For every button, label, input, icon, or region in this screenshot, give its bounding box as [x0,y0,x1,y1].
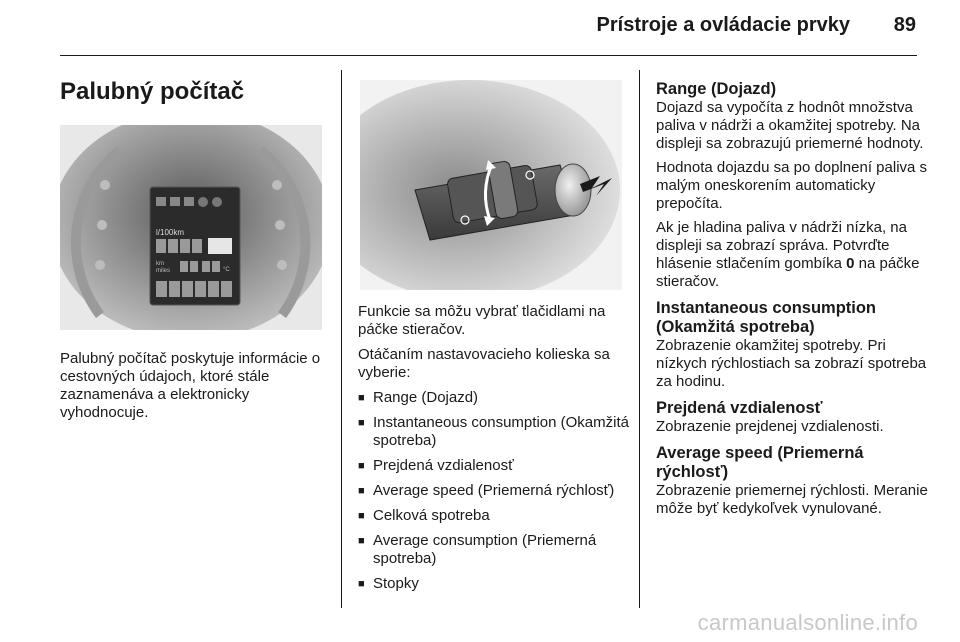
function-list [358,389,630,593]
display-unit-miles: miles [156,268,171,274]
functions-intro: Funkcie sa môžu vybrať tlačidlami na páčke stieračov. [358,303,606,338]
dashboard-display-illustration [60,125,322,330]
distance-heading: Prejdená vzdialenosť [656,399,823,417]
button-zero-label: 0 [846,255,855,272]
display-unit-km: km [156,261,164,267]
average-speed-paragraph: Zobrazenie priemernej rýchlosti. Meranie môže byť kedykoľvek vynulované. [656,482,928,517]
column-2-text [358,303,630,600]
display-temp-unit: °C [223,267,230,273]
instantaneous-heading: Instantaneous consumption (Okamžitá spotreba) [656,299,877,336]
column-3-text [656,80,928,524]
range-heading: Range (Dojazd) [656,80,777,98]
instantaneous-paragraph: Zobrazenie okamžitej spotreby. Pri nízkych rýchlostiach sa zobrazí spotreba za hodinu. [656,337,927,390]
section-title: Palubný počítač [60,78,245,105]
range-paragraph-2: Hodnota dojazdu sa po doplnení paliva s malým oneskorením automaticky prepočíta. [656,159,928,212]
list-item: ■ Average speed (Priemerná rýchlosť) [358,482,630,500]
wiper-lever-illustration [360,80,622,290]
list-item: ■ Instantaneous consumption (Okamžitá spotreba) [358,414,630,450]
range-paragraph-3: Ak je hladina paliva v nádrži nízka, na displeji sa zobrazí správa. Potvrďte hlásenie stlačením gombíka 0 na páčke stieračov. [656,219,920,290]
list-item: ■ Average consumption (Priemerná spotreba) [358,532,630,568]
average-speed-heading: Average speed (Priemerná rýchlosť) [656,444,864,481]
list-item: ■ Range (Dojazd) [358,389,630,407]
list-item: ■ Prejdená vzdialenosť [358,457,630,475]
intro-paragraph: Palubný počítač poskytuje informácie o cestovných údajoch, ktoré stále zaznamenáva a elektronicky vyhodnocuje. [60,350,321,421]
selection-intro: Otáčaním nastavovacieho kolieska sa vyberie: [358,346,610,381]
running-header-title: Prístroje a ovládacie prvky [596,14,850,36]
page-number: 89 [893,14,916,36]
display-unit-label: l/100km [156,228,185,237]
range-paragraph-1: Dojazd sa vypočíta z hodnôt množstva paliva v nádrži a okamžitej spotreby. Na displeji sa zobrazujú priemerné hodnoty. [656,99,924,152]
column-1-text [60,350,332,429]
list-item: ■ Stopky [358,575,630,593]
column-divider-2 [639,70,640,608]
distance-paragraph: Zobrazenie prejdenej vzdialenosti. [656,418,884,435]
header-rule [60,55,917,56]
list-item: ■ Celková spotreba [358,507,630,525]
column-divider-1 [341,70,342,608]
watermark: carmanualsonline.info [697,610,918,635]
